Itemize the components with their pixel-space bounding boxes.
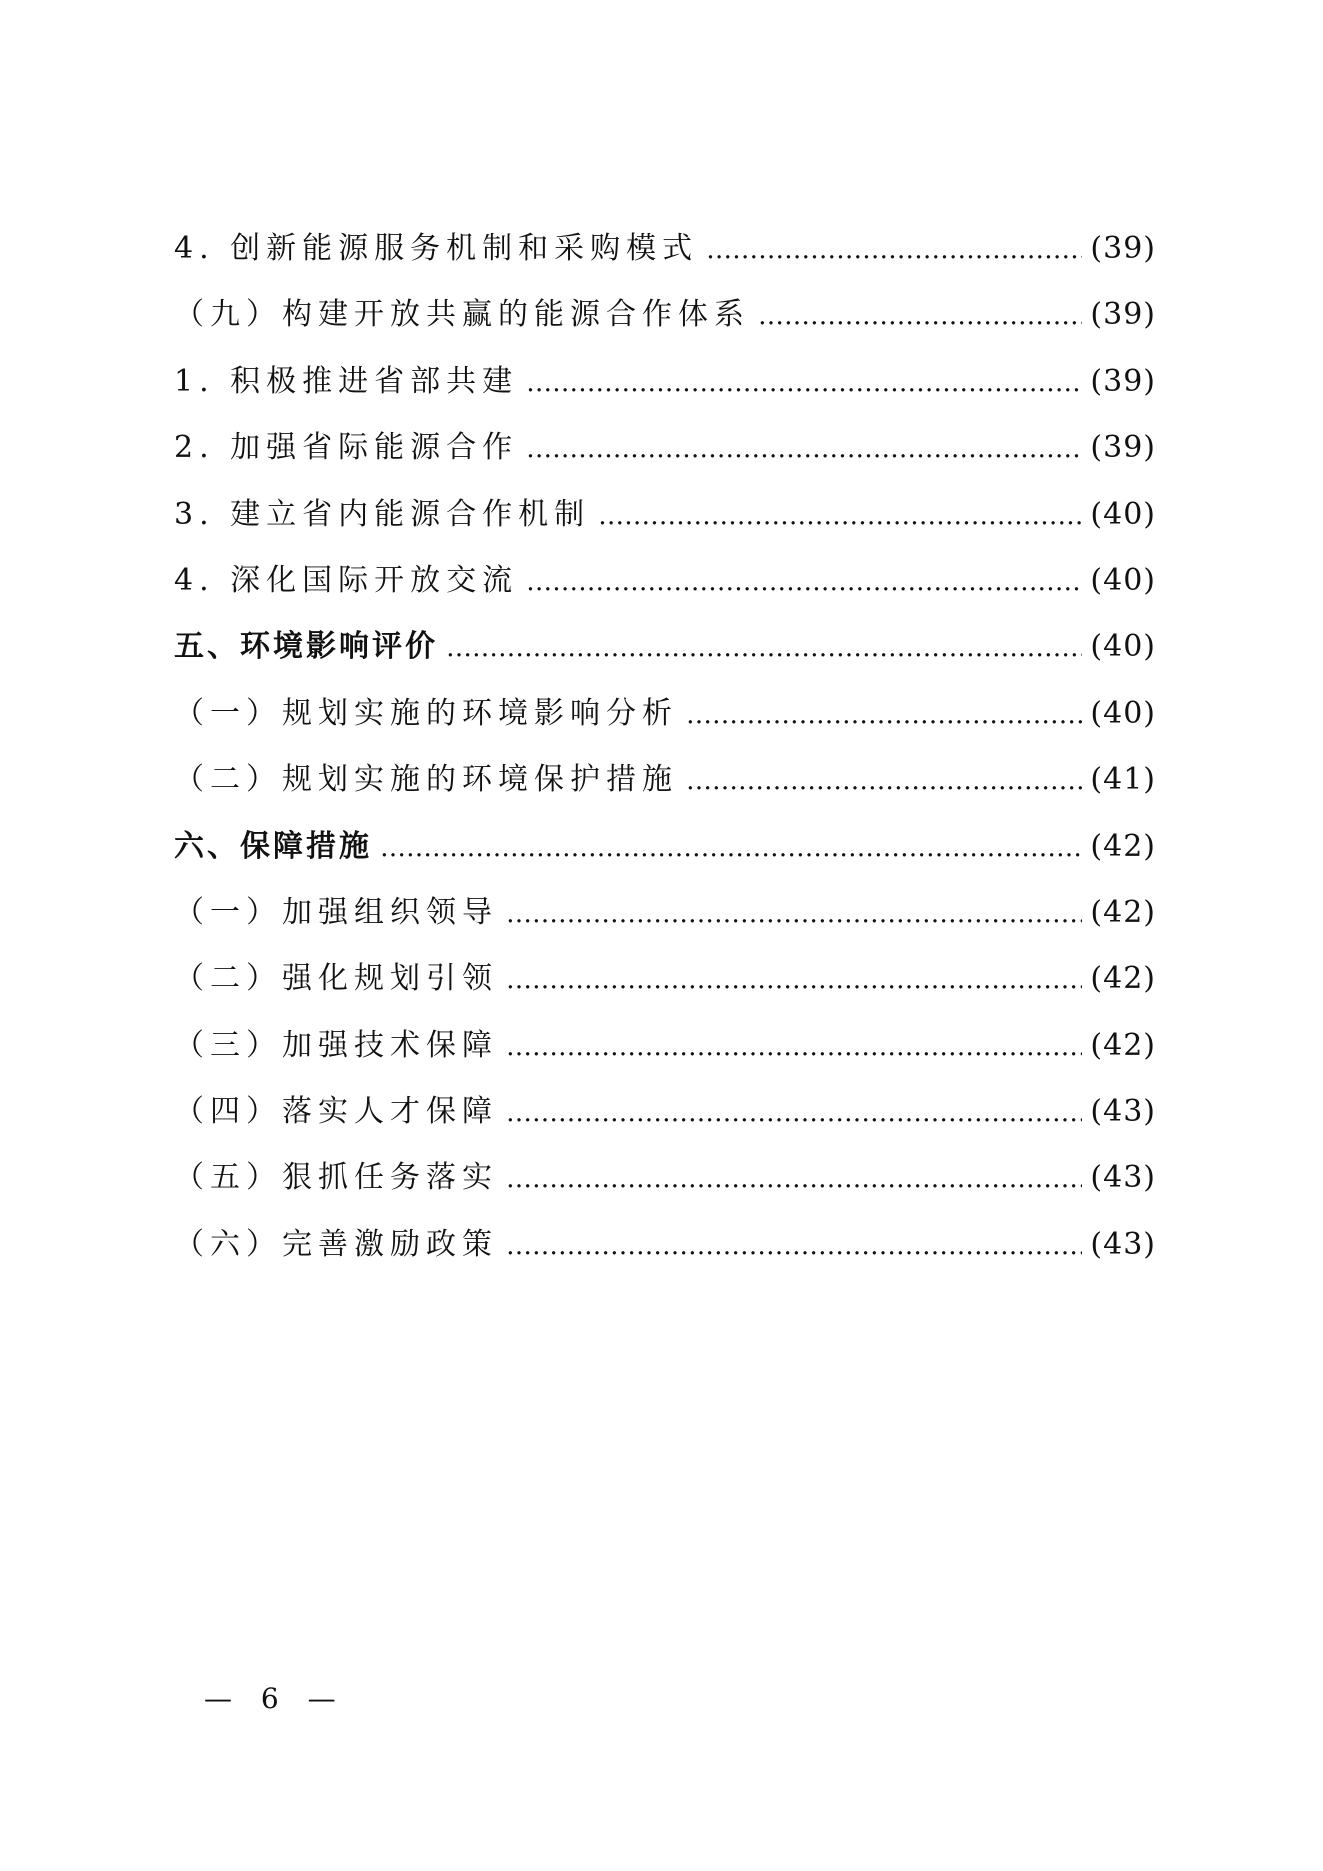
toc-entry-title: （五）狠抓任务落实 [174,1160,498,1196]
toc-entry[interactable] [174,1145,1156,1211]
toc-entry-title: （三）加强技术保障 [174,1027,498,1063]
toc-entry-title: （二）规划实施的环境保护措施 [174,762,678,798]
toc-entry-title: （一）加强组织领导 [174,894,498,930]
dot-leader [686,682,1082,748]
dot-leader [526,549,1082,615]
toc-entry-page: (42) [1090,1027,1156,1063]
toc-entry[interactable] [174,747,1156,813]
table-of-contents [174,216,1156,1278]
toc-entry-page: (39) [1090,297,1156,333]
dot-leader [506,1146,1082,1212]
toc-entry-page: (42) [1090,894,1156,930]
dot-leader [380,815,1082,881]
toc-entry-page: (43) [1090,1094,1156,1130]
toc-entry-title: （九）构建开放共赢的能源合作体系 [174,297,750,333]
toc-entry-page: (43) [1090,1160,1156,1196]
toc-entry-page: (42) [1090,828,1156,864]
toc-entry[interactable] [174,681,1156,747]
toc-chapter-title: 六、保障措施 [174,828,372,864]
dot-leader [598,483,1082,549]
toc-entry[interactable] [174,1079,1156,1145]
toc-entry[interactable] [174,1212,1156,1278]
toc-entry[interactable] [174,548,1156,614]
toc-entry[interactable] [174,282,1156,348]
toc-entry-title: 4. 创新能源服务机制和采购模式 [174,231,699,266]
toc-chapter-entry[interactable] [174,814,1156,880]
toc-entry-page: (40) [1090,496,1156,532]
dot-leader [506,1014,1082,1080]
toc-entry-page: (40) [1090,629,1156,665]
toc-entry-title: （二）强化规划引领 [174,961,498,997]
toc-entry[interactable] [174,880,1156,946]
toc-entry[interactable] [174,216,1156,282]
dot-leader [706,217,1082,283]
dot-leader [506,1213,1082,1279]
page-number: — 6 — [204,1682,346,1715]
dot-leader [686,748,1082,814]
toc-entry-title: 1. 积极推进省部共建 [174,363,519,399]
toc-entry-title: 2. 加强省际能源合作 [174,430,519,466]
toc-entry-title: （一）规划实施的环境影响分析 [174,695,678,731]
dot-leader [758,283,1082,349]
dot-leader [446,615,1082,681]
dot-leader [506,881,1082,947]
toc-entry[interactable] [174,482,1156,548]
toc-entry-page: (41) [1090,762,1156,798]
toc-entry-page: (39) [1090,231,1156,266]
dot-leader [526,350,1082,416]
toc-entry-page: (39) [1090,430,1156,466]
toc-entry-title: （六）完善激励政策 [174,1226,498,1262]
dot-leader [526,416,1082,482]
toc-entry-page: (43) [1090,1226,1156,1262]
toc-entry[interactable] [174,1013,1156,1079]
dot-leader [506,1080,1082,1146]
toc-entry-page: (40) [1090,562,1156,598]
dot-leader [506,947,1082,1013]
toc-entry[interactable] [174,349,1156,415]
toc-entry-title: 4. 深化国际开放交流 [174,562,519,598]
toc-entry-title: 3. 建立省内能源合作机制 [174,496,591,532]
toc-chapter-entry[interactable] [174,614,1156,680]
toc-entry-page: (42) [1090,961,1156,997]
toc-chapter-title: 五、环境影响评价 [174,629,438,665]
toc-entry[interactable] [174,946,1156,1012]
toc-entry[interactable] [174,415,1156,481]
toc-entry-page: (40) [1090,695,1156,731]
toc-entry-title: （四）落实人才保障 [174,1094,498,1130]
toc-entry-page: (39) [1090,363,1156,399]
